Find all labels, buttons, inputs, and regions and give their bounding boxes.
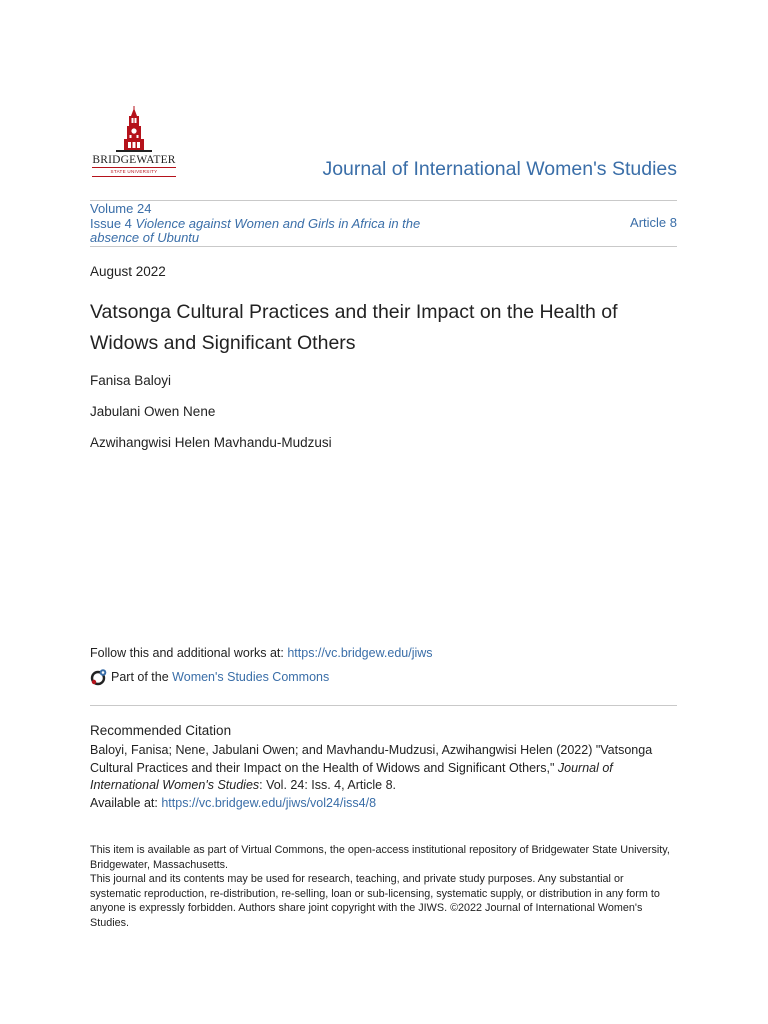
- available-url-link[interactable]: https://vc.bridgew.edu/jiws/vol24/iss4/8: [161, 795, 377, 810]
- womens-studies-commons-link[interactable]: Women's Studies Commons: [172, 670, 330, 684]
- citation-text: Baloyi, Fanisa; Nene, Jabulani Owen; and Mavhandu-Mudzusi, Azwihangwisi Helen (2022) "Vatsonga Cultural Practices and their Impact on the Health of Widows and Significant Others,": [90, 743, 653, 775]
- footer-copyright-note: This journal and its contents may be used for research, teaching, and private study purposes. Any substantial or systematic reproduction, re-distribution, re-selling, loan or sub-licensing, systematic supply, or distribution in any form to anyone is expressly forbidden. Authors share joint copyright with the JIWS. ©2022 Journal of International Women's Studies.: [90, 873, 660, 929]
- issue-link[interactable]: [90, 217, 450, 246]
- author-name: Azwihangwisi Helen Mavhandu-Mudzusi: [90, 435, 332, 450]
- logo-wordmark: BRIDGEWATER: [92, 154, 176, 166]
- follow-label: Follow this and additional works at:: [90, 646, 284, 660]
- citation-volume: : Vol. 24: Iss. 4, Article 8.: [259, 778, 397, 792]
- follow-line: [90, 646, 433, 660]
- part-of-label: Part of the: [111, 670, 169, 684]
- journal-title-link[interactable]: Journal of International Women's Studies: [322, 158, 677, 180]
- citation-divider: [90, 705, 677, 706]
- bell-tower-icon: [90, 106, 178, 154]
- issue-info: [90, 202, 450, 246]
- part-of-line: [90, 668, 329, 686]
- author-name: Jabulani Owen Nene: [90, 404, 216, 419]
- issue-number: Issue 4: [90, 215, 132, 231]
- header-divider: [90, 200, 677, 201]
- citation-journal: Journal of International Women's Studies: [90, 760, 613, 792]
- network-icon: [90, 668, 108, 686]
- available-label: Available at:: [90, 795, 158, 810]
- logo-subtitle: STATE UNIVERSITY: [110, 169, 158, 174]
- footer-notice: [90, 843, 675, 931]
- footer-repository-note: This item is available as part of Virtual Commons, the open-access institutional repository of Bridgewater State University, Bridgewater, Massachusetts.: [90, 844, 670, 871]
- citation-body: [90, 742, 670, 812]
- logo-underline-bottom: [92, 176, 176, 177]
- university-logo[interactable]: [90, 106, 178, 182]
- author-name: Fanisa Baloyi: [90, 373, 172, 388]
- issue-divider: [90, 246, 677, 247]
- article-link[interactable]: Article 8: [630, 215, 677, 230]
- publication-date: August 2022: [90, 264, 166, 279]
- citation-heading: Recommended Citation: [90, 723, 232, 738]
- volume-link[interactable]: Volume 24: [90, 201, 152, 216]
- logo-underline: [92, 167, 176, 168]
- article-title: Vatsonga Cultural Practices and their Impact on the Health of Widows and Significant Others: [90, 301, 618, 354]
- issue-title: Violence against Women and Girls in Africa in the absence of Ubuntu: [90, 215, 421, 245]
- follow-url-link[interactable]: https://vc.bridgew.edu/jiws: [287, 646, 433, 660]
